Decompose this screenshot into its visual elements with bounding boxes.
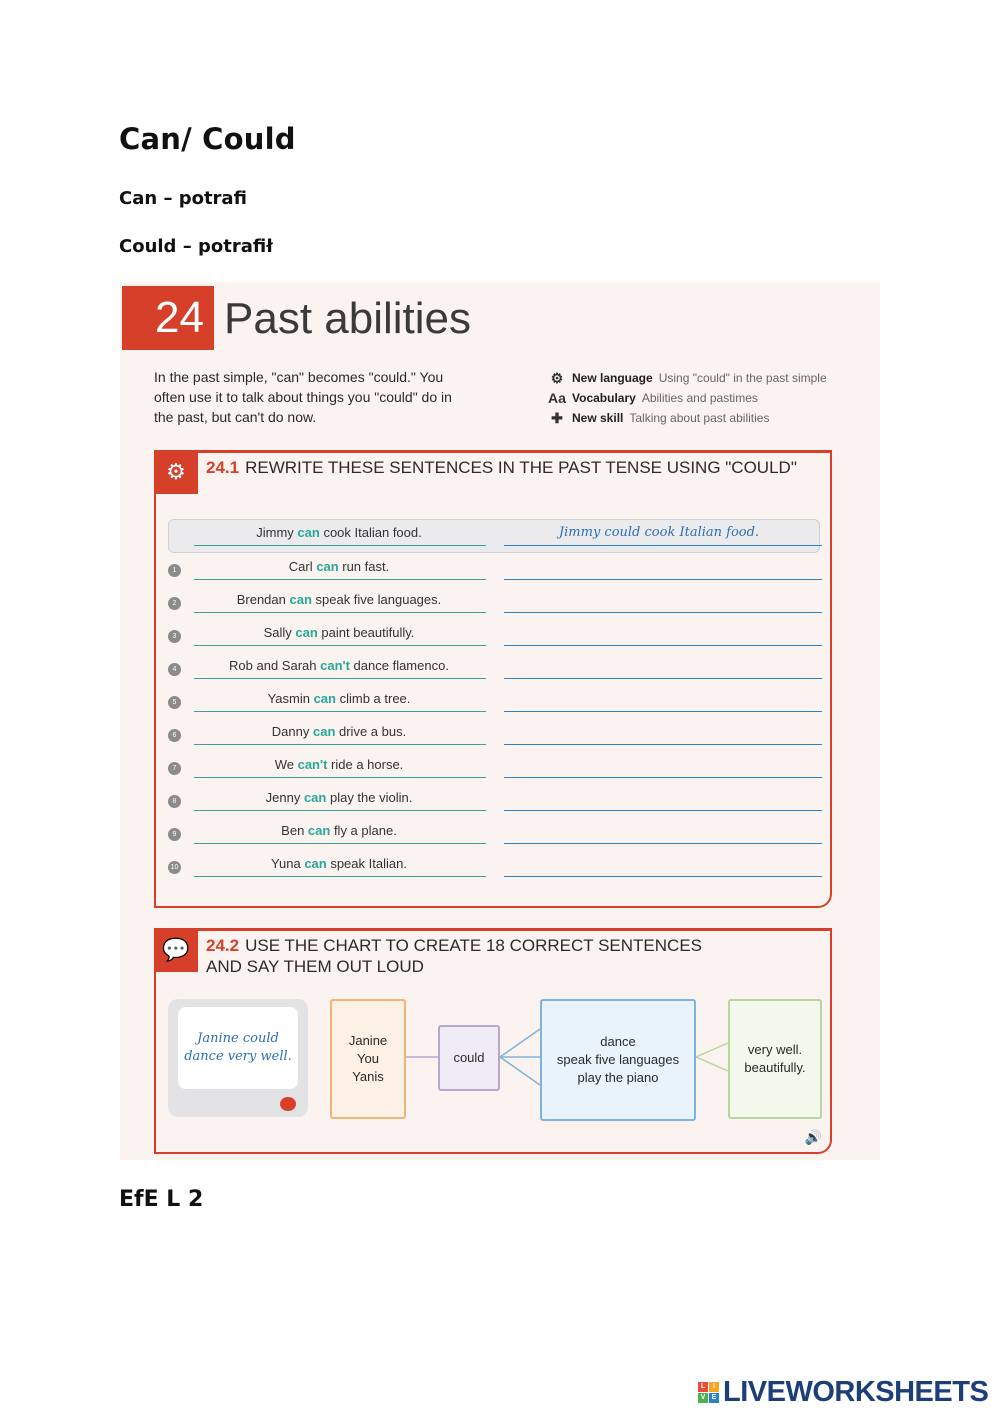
exercise-row [156, 557, 832, 583]
unit-number: 24 [122, 286, 214, 350]
subject: You [357, 1051, 379, 1066]
meta-desc: Talking about past abilities [629, 411, 770, 425]
exercise-24-1 [154, 450, 832, 908]
answer-blank[interactable] [504, 579, 822, 580]
item-number-badge: 3 [168, 630, 181, 643]
question-sentence: Yasmin can climb a tree. [267, 691, 411, 706]
answer-blank[interactable] [504, 711, 822, 712]
verb-phrase: speak five languages [556, 1052, 680, 1067]
answer-underline [504, 545, 822, 546]
question-underline [194, 777, 486, 778]
exercise-title [206, 935, 702, 977]
question-underline [194, 645, 486, 646]
exercise-24-2 [154, 928, 832, 1154]
gears-icon: ⚙ [154, 450, 198, 494]
item-number-badge: 7 [168, 762, 181, 775]
question-underline [194, 579, 486, 580]
meta-vocabulary [548, 388, 827, 408]
logo-letter: E [709, 1393, 719, 1403]
page-title: Can/ Could [119, 122, 296, 156]
modal-box [438, 1025, 500, 1091]
question-sentence: Sally can paint beautifully. [263, 625, 415, 640]
exercise-instruction-2: AND SAY THEM OUT LOUD [206, 957, 424, 976]
connector-line [696, 1057, 728, 1071]
answer-blank[interactable] [504, 744, 822, 745]
answer-blank[interactable] [504, 843, 822, 844]
answer-blank[interactable] [504, 678, 822, 679]
exercise-number: 24.1 [206, 458, 240, 477]
question-underline [194, 678, 486, 679]
question-sentence: Danny can drive a bus. [271, 724, 407, 739]
meta-label: New language [572, 371, 653, 385]
connector-line [500, 1029, 540, 1057]
item-number-badge: 5 [168, 696, 181, 709]
meta-label: New skill [572, 411, 624, 425]
exercise-number: 24.2 [206, 936, 240, 955]
subject: Janine [348, 1033, 388, 1048]
question-sentence: We can't ride a horse. [274, 757, 404, 772]
question-underline [194, 810, 486, 811]
item-number-badge: 8 [168, 795, 181, 808]
exercise-row [156, 623, 832, 649]
exercise-row [156, 755, 832, 781]
verbs-box [540, 999, 696, 1121]
subject: Yanis [352, 1069, 384, 1084]
item-number-badge: 4 [168, 663, 181, 676]
logo-text: LIVEWORKSHEETS [723, 1376, 989, 1408]
question-sentence: Ben can fly a plane. [281, 823, 397, 838]
exercise-title [206, 457, 797, 478]
meta-desc: Using "could" in the past simple [658, 371, 827, 385]
question-underline [194, 545, 486, 546]
answer-blank[interactable] [504, 876, 822, 877]
adverb: very well. [747, 1042, 803, 1057]
unit-meta [548, 368, 827, 428]
answer-blank[interactable] [504, 810, 822, 811]
exercise-row [156, 689, 832, 715]
adverbs-box [728, 999, 822, 1119]
footer-label: EfE L 2 [119, 1187, 204, 1212]
item-number-badge: 2 [168, 597, 181, 610]
question-sentence: Jenny can play the violin. [265, 790, 413, 805]
logo-letter: L [698, 1382, 708, 1392]
meta-new-language [548, 368, 827, 388]
item-number-badge: 10 [168, 861, 181, 874]
question-sentence: Rob and Sarah can't dance flamenco. [229, 658, 449, 673]
verb-phrase: dance [600, 1034, 636, 1049]
connector-line [696, 1043, 728, 1057]
logo-letter: I [709, 1382, 719, 1392]
answer-blank[interactable] [504, 612, 822, 613]
intro-text: In the past simple, "can" becomes "could." You often use it to talk about things you "could" do in the past, but can't do now. [154, 369, 452, 425]
exercise-row [156, 590, 832, 616]
exercise-row [156, 821, 832, 847]
speech-bubble-icon: 💬 [154, 928, 198, 972]
unit-title: Past abilities [224, 294, 472, 343]
logo-letter: V [698, 1393, 708, 1403]
puzzle-icon: ✚ [551, 409, 563, 426]
modal: could [453, 1050, 485, 1065]
verb-phrase: play the piano [577, 1070, 659, 1085]
example-question: Jimmy can cook Italian food. [256, 525, 422, 540]
item-number-badge: 9 [168, 828, 181, 841]
logo-mark [698, 1382, 719, 1403]
gear-icon: ⚙ [550, 369, 564, 386]
exercise-row [156, 656, 832, 682]
translation-can: Can – potrafi [119, 188, 247, 209]
question-underline [194, 711, 486, 712]
item-number-badge: 6 [168, 729, 181, 742]
adverb: beautifully. [744, 1060, 806, 1075]
meta-label: Vocabulary [572, 391, 636, 405]
exercise-instruction: REWRITE THESE SENTENCES IN THE PAST TENSE USING "COULD" [245, 458, 797, 477]
meta-desc: Abilities and pastimes [641, 391, 758, 405]
liveworksheets-logo [698, 1376, 988, 1409]
meta-new-skill [548, 408, 827, 428]
question-underline [194, 876, 486, 877]
answer-blank[interactable] [504, 777, 822, 778]
speaker-head-icon [280, 1097, 296, 1111]
audio-icon[interactable]: 🔊 [804, 1130, 822, 1146]
exercise-row [156, 722, 832, 748]
question-underline [194, 744, 486, 745]
question-sentence: Yuna can speak Italian. [271, 856, 407, 871]
vocabulary-icon: Aa [548, 390, 566, 406]
exercise-row [156, 854, 832, 880]
item-number-badge: 1 [168, 564, 181, 577]
translation-could: Could – potrafił [119, 236, 273, 257]
question-sentence: Brendan can speak five languages. [236, 592, 442, 607]
exercise-row [156, 788, 832, 814]
answer-blank[interactable] [504, 645, 822, 646]
example-answer: Jimmy could cook Italian food. [558, 525, 760, 540]
example-row [156, 523, 832, 549]
question-sentence: Carl can run fast. [288, 559, 390, 574]
subjects-box [330, 999, 406, 1119]
question-underline [194, 843, 486, 844]
exercise-instruction: USE THE CHART TO CREATE 18 CORRECT SENTENCES [245, 936, 702, 955]
connector-line [500, 1057, 540, 1085]
question-underline [194, 612, 486, 613]
example-speech-bubble [168, 999, 308, 1117]
bubble-text: Janine could dance very well. [178, 1007, 298, 1089]
textbook-page [120, 282, 880, 1160]
